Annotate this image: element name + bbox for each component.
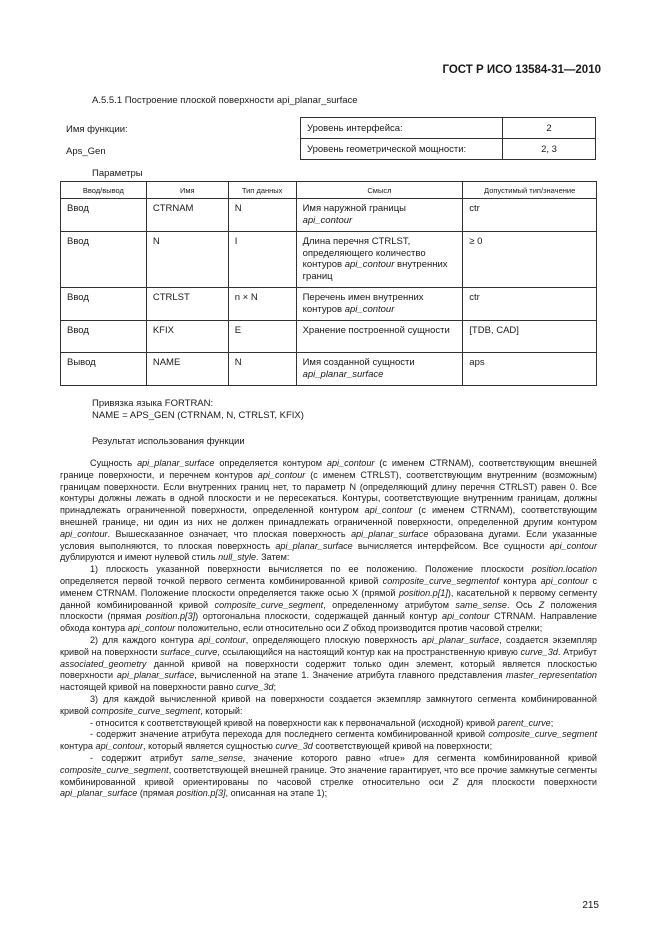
fortran-label: Привязка языка FORTRAN: bbox=[92, 398, 214, 409]
level-label: Уровень интерфейса: bbox=[301, 118, 503, 139]
param-meaning: Перечень имен внутренних контуров api_contour bbox=[296, 288, 463, 321]
table-row bbox=[61, 199, 597, 232]
param-name: N bbox=[146, 232, 228, 288]
params-caption: Параметры bbox=[92, 168, 143, 179]
param-name: NAME bbox=[146, 353, 228, 386]
body-paragraph: - содержит значение атрибута перехода для последнего сегмента комбинированной кривой composite_curve_segment контура api_contour, который является сущностью curve_3d соответствующей кривой на поверхности; bbox=[60, 729, 597, 752]
param-allowed: ctr bbox=[463, 288, 597, 321]
param-meaning: Имя наружной границы api_contour bbox=[296, 199, 463, 232]
param-meaning: Хранение построенной сущности bbox=[296, 321, 463, 353]
param-name: KFIX bbox=[146, 321, 228, 353]
page-number: 215 bbox=[582, 900, 599, 911]
table-row bbox=[301, 139, 596, 160]
body-text bbox=[60, 458, 597, 800]
param-type: n × N bbox=[228, 288, 296, 321]
header-io: Ввод/вывод bbox=[61, 182, 147, 199]
table-row bbox=[301, 118, 596, 139]
fortran-code: NAME = APS_GEN (CTRNAM, N, CTRLST, KFIX) bbox=[92, 410, 304, 421]
param-type: E bbox=[228, 321, 296, 353]
param-name: CTRLST bbox=[146, 288, 228, 321]
param-io: Ввод bbox=[61, 321, 147, 353]
result-label: Результат использования функции bbox=[92, 436, 245, 447]
body-paragraph: 2) для каждого контура api_contour, определяющего плоскую поверхность api_planar_surface, создается экземпляр кривой на поверхности surface_curve, ссылающийся на настоящий контур как на пространственную кривую curve_3d. Атрибут associated_geometry данной кривой на поверхности содержит только один элемент, который является плоскостью поверхности api_planar_surface, вычисленной на этапе 1. Значение атрибута главного представления master_representation настоящей кривой на поверхности равно curve_3d; bbox=[60, 634, 597, 693]
table-row bbox=[61, 288, 597, 321]
body-paragraph: Сущность api_planar_surface определяется контуром api_contour (с именем CTRNAM), соответствующим внешней границе поверхности, и перечнем контуров api_contour (с именем CTRLST), соответствующим внутренним (возможным) границам поверхности. Если внутренних границ нет, то параметр N (определяющий длину перечня CTRLST) равен 0. Все контуры должны лежать в одной плоскости и не пересекаться. Контуры, соответствующие внутренним границам, должны принадлежать ограниченной поверхности, определенной контуром api_contour (с именем CTRNAM), соответствующим внешней границе, ни один из них не должен принадлежать ограниченной поверхности, определенной другим контуром api_contour. Вышесказанное означает, что плоская поверхность api_planar_surface образована дугами. Если указанные условия выполняются, то плоская поверхность api_planar_surface вычисляется интерфейсом. Все сущности api_contour дублируются и имеют нулевой стиль null_style. Затем: bbox=[60, 458, 598, 563]
param-allowed: ctr bbox=[463, 199, 597, 232]
param-meaning: Длина перечня CTRLST, определяющего количество контуров api_contour внутренних границ bbox=[296, 232, 463, 288]
param-io: Ввод bbox=[61, 288, 147, 321]
header-type: Тип данных bbox=[228, 182, 296, 199]
function-label: Имя функции: bbox=[66, 124, 128, 135]
table-row bbox=[61, 353, 597, 386]
body-paragraph: 1) плоскость указанной поверхности вычисляется по ее положению. Положение плоскости position.location определяется первой точкой первого сегмента комбинированной кривой composite_curve_segmentof контура api_contour с именем CTRNAM. Положение плоскости определяется также осью X (прямой position.p[1]), касательной к первому сегменту данной комбинированной кривой composite_curve_segment, определенному атрибутом same_sense. Ось Z положения плоскости (прямая position.p[3]) ортогональна плоскости, содержащей данный контур api_contour CTRNAM. Направление обхода контура api_contour положительно, если относительно оси Z обход производится против часовой стрелки; bbox=[60, 564, 597, 634]
param-meaning: Имя созданной сущности api_planar_surface bbox=[296, 353, 463, 386]
param-name: CTRNAM bbox=[146, 199, 228, 232]
param-allowed: aps bbox=[463, 353, 597, 386]
params-table bbox=[60, 181, 597, 386]
param-io: Ввод bbox=[61, 232, 147, 288]
param-io: Ввод bbox=[61, 199, 147, 232]
standard-header: ГОСТ Р ИСО 13584-31—2010 bbox=[442, 64, 601, 76]
body-paragraph: - содержит атрибут same_sense, значение которого равно «true» для сегмента комбинированной кривой composite_curve_segment, соответствующей внешней границе. Это значение гарантирует, что все прочие замкнутые сегменты комбинированной кривой ориентированы по часовой стрелке относительно оси Z для плоскости поверхности api_planar_surface (прямая position.p[3], описанная на этапе 1); bbox=[60, 752, 598, 799]
param-allowed: ≥ 0 bbox=[463, 232, 597, 288]
body-paragraph: - относится к соответствующей кривой на поверхности как к первоначальной (исходной) кривой parent_curve; bbox=[90, 717, 554, 728]
body-paragraph: 3) для каждой вычисленной кривой на поверхности создается экземпляр замкнутого сегмента комбинированной кривой composite_curve_segment, который: bbox=[60, 693, 597, 716]
level-label: Уровень геометрической мощности: bbox=[301, 139, 503, 160]
param-type: I bbox=[228, 232, 296, 288]
level-value: 2 bbox=[503, 118, 596, 139]
param-type: N bbox=[228, 353, 296, 386]
levels-table bbox=[300, 117, 596, 160]
table-header-row bbox=[61, 182, 597, 199]
level-value: 2, 3 bbox=[503, 139, 596, 160]
param-allowed: [TDB, CAD] bbox=[463, 321, 597, 353]
param-io: Вывод bbox=[61, 353, 147, 386]
table-row bbox=[61, 321, 597, 353]
table-row bbox=[61, 232, 597, 288]
section-title: А.5.5.1 Построение плоской поверхности api_planar_surface bbox=[92, 95, 358, 106]
header-allowed: Допустимый тип/значение bbox=[463, 182, 597, 199]
header-name: Имя bbox=[146, 182, 228, 199]
param-type: N bbox=[228, 199, 296, 232]
fortran-binding bbox=[92, 398, 304, 422]
header-meaning: Смысл bbox=[296, 182, 463, 199]
function-name: Aps_Gen bbox=[66, 146, 106, 157]
